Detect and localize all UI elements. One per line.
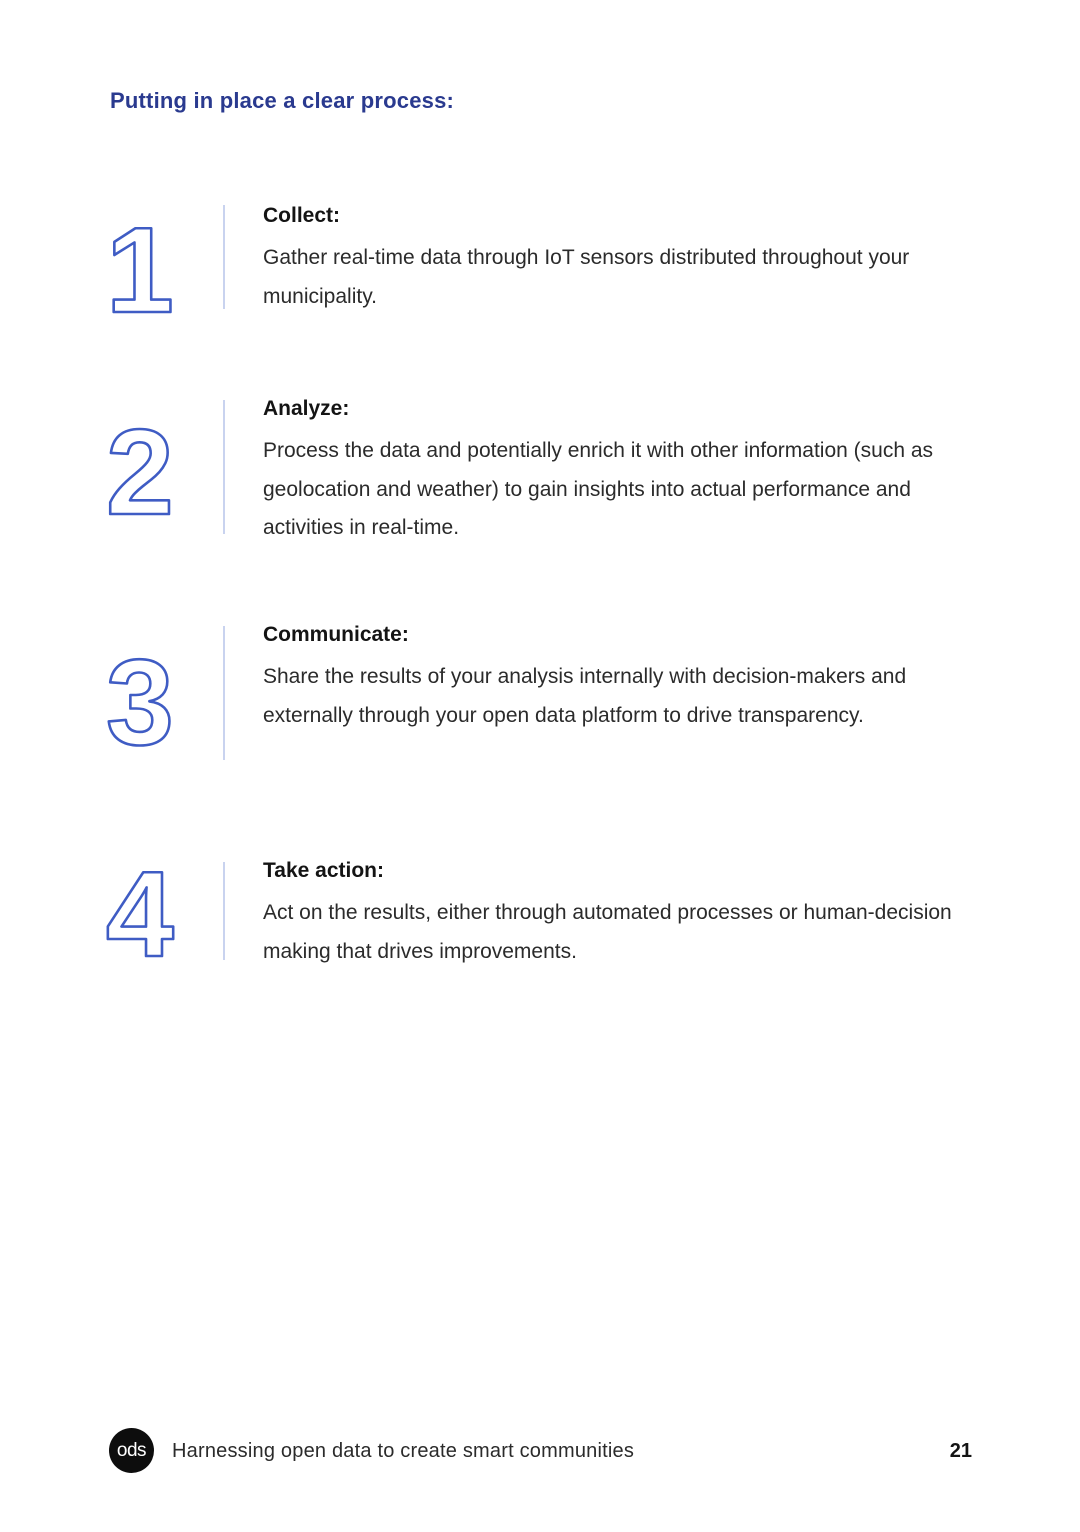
step-number-3-graphic xyxy=(106,634,206,770)
step-number-2-glyph: 2 xyxy=(106,404,174,540)
step-number-1-graphic xyxy=(106,202,206,338)
page-heading: Putting in place a clear process: xyxy=(110,88,455,113)
step-divider xyxy=(223,400,225,534)
step-title: Analyze: xyxy=(263,397,350,420)
step-content xyxy=(263,396,963,548)
step-number-2 xyxy=(106,404,206,540)
step-number-3-glyph: 3 xyxy=(106,634,174,770)
step-divider xyxy=(223,862,225,960)
step-description: Act on the results, either through automated processes or human-decision making that drives improvements. xyxy=(263,901,952,963)
step-divider xyxy=(223,205,225,309)
step-number-3 xyxy=(106,634,206,770)
page-footer xyxy=(0,1428,1080,1478)
step-divider xyxy=(223,626,225,760)
ods-logo: ods xyxy=(109,1428,154,1473)
page-number: 21 xyxy=(949,1440,972,1462)
step-content xyxy=(263,858,963,971)
step-title: Communicate: xyxy=(263,623,409,646)
step-description: Share the results of your analysis internally with decision-makers and externally through your open data platform to drive transparency. xyxy=(263,665,907,727)
step-number-1-glyph: 1 xyxy=(106,202,174,338)
step-description: Process the data and potentially enrich it with other information (such as geolocation and weather) to gain insights into actual performance and activities in real-time. xyxy=(263,439,934,539)
footer-document-title: Harnessing open data to create smart communities xyxy=(172,1440,635,1462)
step-number-4-graphic xyxy=(106,846,206,982)
step-title: Take action: xyxy=(263,859,384,882)
step-number-4-glyph: 4 xyxy=(106,846,174,982)
step-title: Collect: xyxy=(263,204,341,227)
step-number-4 xyxy=(106,846,206,982)
step-number-1 xyxy=(106,202,206,338)
step-content xyxy=(263,200,963,316)
step-description: Gather real-time data through IoT sensors distributed throughout your municipality. xyxy=(263,246,910,308)
step-content xyxy=(263,622,963,735)
step-number-2-graphic xyxy=(106,404,206,540)
